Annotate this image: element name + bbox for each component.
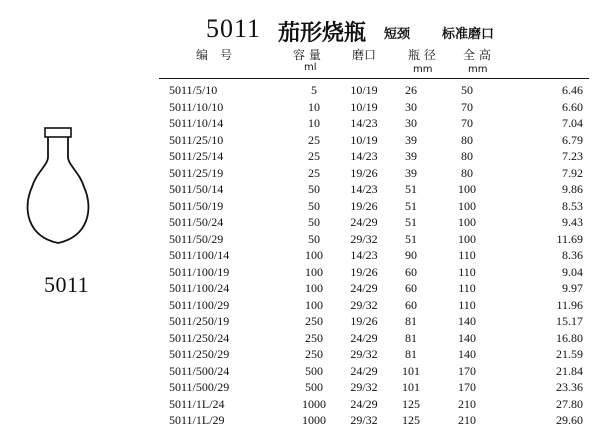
cell-capacity: 50 [308, 231, 320, 246]
cell-code: 5011/500/24 [169, 363, 230, 378]
cell-capacity: 250 [305, 314, 323, 328]
cell-code: 5011/10/10 [169, 99, 224, 114]
cell-code: 5011/50/14 [169, 182, 224, 196]
header-rule [159, 78, 589, 79]
column-header-height: 全 高 [463, 48, 491, 62]
cell-joint: 24/29 [350, 330, 378, 345]
column-unit-diameter: mm [413, 64, 433, 75]
cell-diameter: 39 [405, 165, 417, 180]
cell-code: 5011/250/19 [169, 314, 230, 328]
column-header-code: 编 号 [196, 48, 233, 62]
cell-capacity: 25 [308, 132, 320, 147]
cell-code: 5011/25/10 [169, 132, 224, 147]
cell-diameter: 125 [402, 396, 420, 411]
cell-code: 5011/50/19 [169, 198, 224, 213]
cell-capacity: 250 [305, 347, 323, 361]
cell-price: 7.23 [562, 149, 583, 163]
cell-diameter: 101 [402, 363, 420, 378]
cell-diameter: 60 [405, 281, 417, 295]
cell-capacity: 50 [308, 198, 320, 213]
cell-code: 5011/1L/29 [169, 413, 225, 427]
cell-price: 21.59 [556, 347, 583, 361]
cell-capacity: 500 [305, 380, 323, 394]
cell-price: 27.80 [556, 396, 583, 411]
cell-joint: 29/32 [350, 413, 378, 427]
cell-code: 5011/100/19 [169, 264, 230, 279]
cell-diameter: 81 [405, 330, 417, 345]
cell-capacity: 10 [308, 99, 320, 114]
cell-height: 70 [461, 99, 473, 114]
cell-diameter: 60 [405, 297, 417, 312]
cell-height: 80 [461, 149, 473, 163]
cell-capacity: 25 [308, 149, 320, 163]
cell-capacity: 100 [305, 264, 323, 279]
cell-code: 5011/100/14 [169, 248, 230, 262]
cell-height: 110 [458, 264, 476, 279]
cell-height: 210 [458, 396, 476, 411]
cell-price: 7.04 [562, 116, 583, 130]
cell-capacity: 100 [305, 281, 323, 295]
table-row [159, 297, 589, 314]
cell-joint: 19/26 [350, 198, 378, 213]
cell-capacity: 500 [305, 363, 323, 378]
table-row [159, 148, 589, 165]
flask-label: 5011 [44, 272, 90, 297]
cell-price: 6.79 [562, 132, 583, 147]
cell-joint: 10/19 [350, 99, 378, 114]
cell-diameter: 90 [405, 248, 417, 262]
cell-code: 5011/25/19 [169, 165, 224, 180]
cell-capacity: 10 [308, 116, 320, 130]
cell-code: 5011/250/29 [169, 347, 230, 361]
cell-diameter: 39 [405, 149, 417, 163]
column-header-joint: 磨口 [352, 48, 377, 62]
cell-capacity: 25 [308, 165, 320, 180]
table-row [159, 264, 589, 281]
cell-code: 5011/100/24 [169, 281, 230, 295]
table-row [159, 330, 589, 347]
cell-diameter: 30 [405, 99, 417, 114]
product-name-title: 茄形烧瓶 [278, 21, 367, 46]
cell-price: 11.96 [556, 297, 583, 312]
cell-price: 11.69 [556, 231, 583, 246]
cell-height: 70 [461, 116, 473, 130]
cell-capacity: 100 [305, 297, 323, 312]
cell-diameter: 51 [405, 231, 417, 246]
table-row [159, 181, 589, 198]
cell-diameter: 81 [405, 347, 417, 361]
cell-diameter: 26 [405, 83, 417, 97]
cell-capacity: 5 [311, 83, 317, 97]
cell-joint: 29/32 [350, 347, 378, 361]
cell-height: 110 [458, 297, 476, 312]
product-code-title: 5011 [206, 14, 262, 43]
table-row [159, 396, 589, 413]
table-row [159, 99, 589, 116]
column-unit-height: mm [468, 64, 488, 75]
cell-price: 7.92 [562, 165, 583, 180]
product-subtitle-neck: 短颈 [384, 27, 411, 42]
cell-code: 5011/250/24 [169, 330, 230, 345]
cell-height: 100 [458, 198, 476, 213]
cell-joint: 10/19 [350, 132, 378, 147]
product-table [159, 82, 589, 429]
cell-capacity: 250 [305, 330, 323, 345]
table-row [159, 198, 589, 215]
cell-capacity: 1000 [302, 413, 326, 427]
cell-price: 16.80 [556, 330, 583, 345]
cell-code: 5011/100/29 [169, 297, 230, 312]
cell-height: 80 [461, 165, 473, 180]
cell-height: 210 [458, 413, 476, 427]
cell-joint: 19/26 [350, 314, 378, 328]
cell-code: 5011/25/14 [169, 149, 224, 163]
column-header-capacity: 容 量 [293, 48, 321, 62]
cell-diameter: 81 [405, 314, 417, 328]
cell-price: 9.86 [562, 182, 583, 196]
cell-joint: 29/32 [350, 380, 378, 394]
cell-joint: 14/23 [350, 248, 378, 262]
table-row [159, 115, 589, 132]
cell-joint: 14/23 [350, 149, 378, 163]
pear-shaped-flask-icon [14, 125, 104, 250]
cell-price: 6.60 [562, 99, 583, 114]
cell-code: 5011/5/10 [169, 83, 218, 97]
cell-capacity: 50 [308, 215, 320, 229]
cell-code: 5011/500/29 [169, 380, 230, 394]
cell-capacity: 50 [308, 182, 320, 196]
cell-joint: 24/29 [350, 363, 378, 378]
column-header-diameter: 瓶 径 [408, 48, 436, 62]
cell-price: 29.60 [556, 413, 583, 427]
cell-diameter: 125 [402, 413, 420, 427]
cell-height: 80 [461, 132, 473, 147]
table-row [159, 247, 589, 264]
cell-height: 100 [458, 215, 476, 229]
cell-price: 8.53 [562, 198, 583, 213]
cell-diameter: 51 [405, 198, 417, 213]
table-row [159, 280, 589, 297]
cell-capacity: 1000 [302, 396, 326, 411]
cell-diameter: 39 [405, 132, 417, 147]
cell-joint: 24/29 [350, 215, 378, 229]
cell-capacity: 100 [305, 248, 323, 262]
cell-code: 5011/10/14 [169, 116, 224, 130]
cell-price: 9.04 [562, 264, 583, 279]
cell-price: 9.97 [562, 281, 583, 295]
column-unit-capacity: ml [304, 62, 317, 73]
cell-joint: 29/32 [350, 297, 378, 312]
table-row [159, 165, 589, 182]
cell-diameter: 51 [405, 215, 417, 229]
cell-joint: 14/23 [350, 116, 378, 130]
cell-height: 110 [458, 281, 476, 295]
cell-price: 23.36 [556, 380, 583, 394]
cell-diameter: 30 [405, 116, 417, 130]
cell-height: 100 [458, 231, 476, 246]
cell-height: 100 [458, 182, 476, 196]
table-row [159, 379, 589, 396]
table-row [159, 363, 589, 380]
cell-height: 140 [458, 347, 476, 361]
cell-price: 9.43 [562, 215, 583, 229]
cell-height: 170 [458, 380, 476, 394]
cell-price: 8.36 [562, 248, 583, 262]
cell-joint: 10/19 [350, 83, 378, 97]
cell-code: 5011/50/29 [169, 231, 224, 246]
cell-joint: 19/26 [350, 165, 378, 180]
cell-diameter: 60 [405, 264, 417, 279]
cell-diameter: 101 [402, 380, 420, 394]
cell-height: 170 [458, 363, 476, 378]
cell-height: 50 [461, 83, 473, 97]
table-row [159, 214, 589, 231]
cell-price: 21.84 [556, 363, 583, 378]
product-subtitle-joint: 标准磨口 [442, 27, 495, 42]
cell-diameter: 51 [405, 182, 417, 196]
cell-code: 5011/50/24 [169, 215, 224, 229]
table-row [159, 82, 589, 99]
table-row [159, 313, 589, 330]
cell-price: 6.46 [562, 83, 583, 97]
cell-joint: 24/29 [350, 396, 378, 411]
cell-height: 110 [458, 248, 476, 262]
cell-joint: 19/26 [350, 264, 378, 279]
table-row [159, 132, 589, 149]
cell-joint: 29/32 [350, 231, 378, 246]
table-row [159, 231, 589, 248]
cell-joint: 14/23 [350, 182, 378, 196]
table-row [159, 412, 589, 429]
cell-joint: 24/29 [350, 281, 378, 295]
cell-price: 15.17 [556, 314, 583, 328]
table-row [159, 346, 589, 363]
cell-code: 5011/1L/24 [169, 396, 225, 411]
cell-height: 140 [458, 330, 476, 345]
cell-height: 140 [458, 314, 476, 328]
